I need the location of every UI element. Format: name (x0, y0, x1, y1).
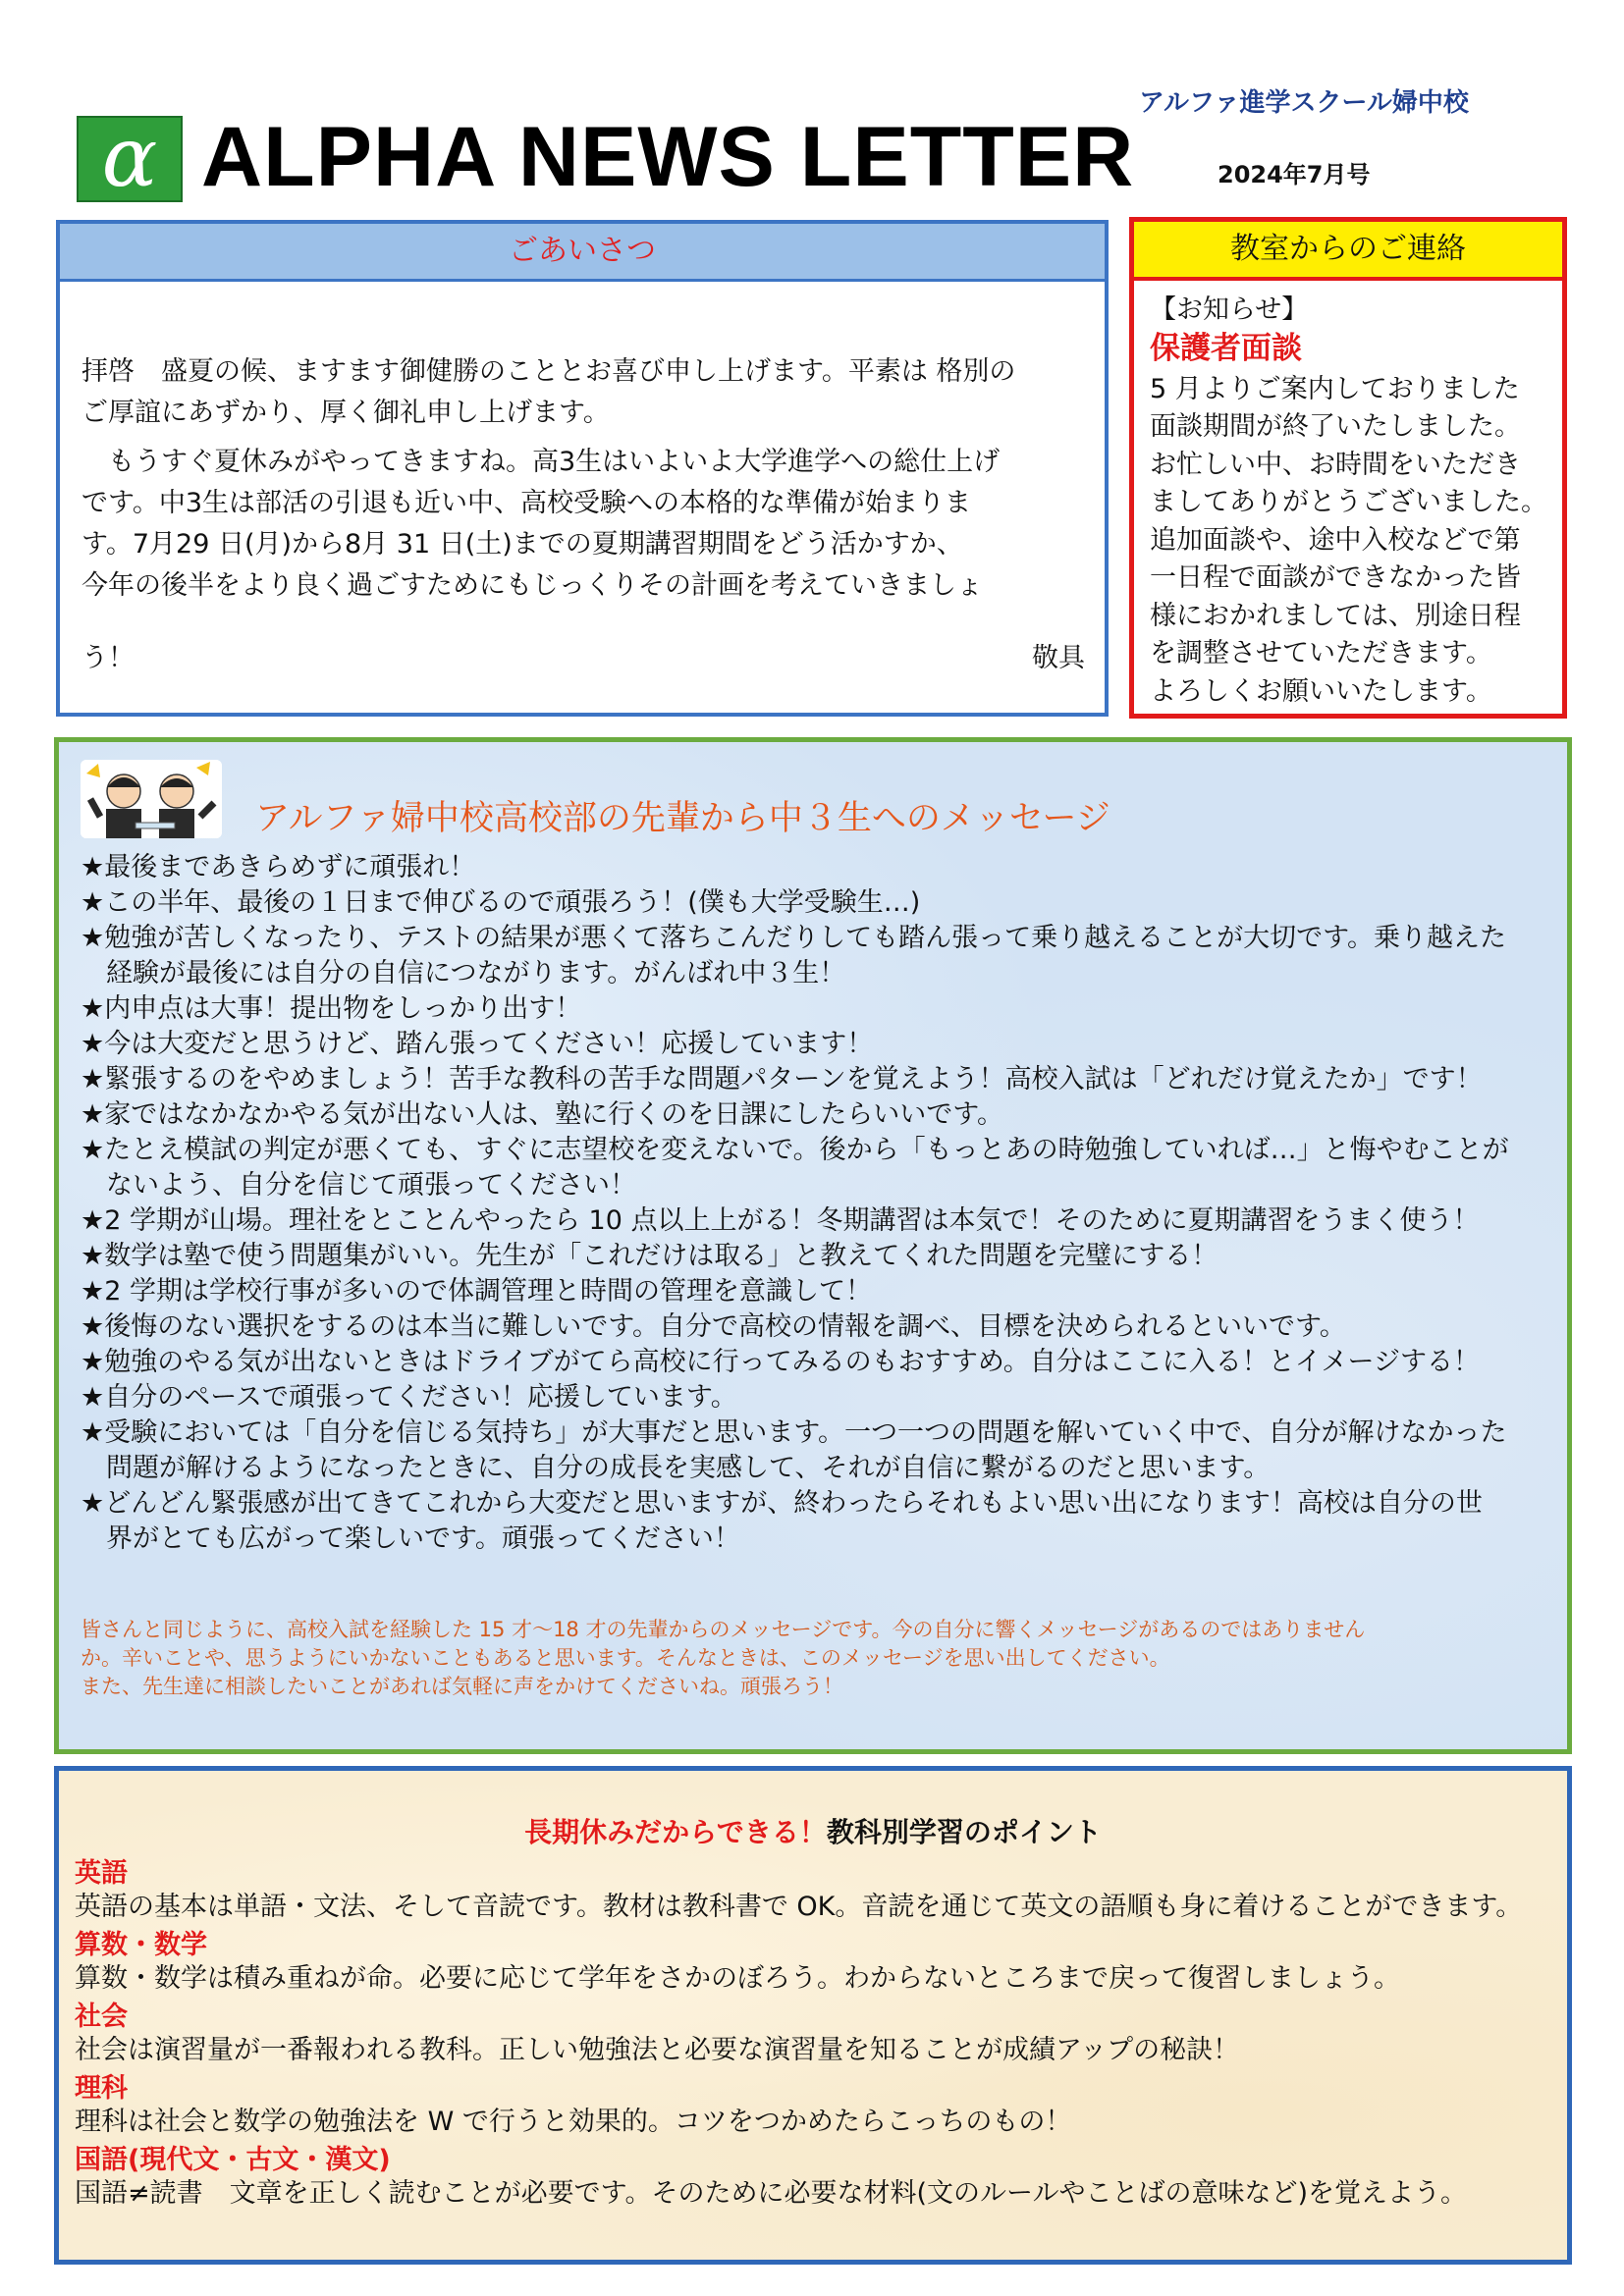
message-line: ★内申点は大事！提出物をしっかり出す！ (81, 993, 582, 1024)
notice-tag: 【お知らせ】 (1150, 294, 1309, 325)
greeting-line: ご厚誼にあずかり、厚く御礼申し上げます。 (81, 398, 610, 428)
study-title-highlight: 長期休みだからできる！ (524, 1816, 827, 1848)
greeting-line: う！ (81, 643, 135, 673)
notice-line: 追加面談や、途中入校などで第 (1150, 525, 1521, 556)
subject-name: 算数・数学 (75, 1930, 207, 1960)
greeting-line: もうすぐ夏休みがやってきますね。高3生はいよいよ大学進学への総仕上げ (81, 447, 1001, 477)
message-line: ★たとえ模試の判定が悪くても、すぐに志望校を変えないで。後から「もっとあの時勉強していれば…」と悔やむことが (81, 1135, 1509, 1165)
message-line: ★2 学期は学校行事が多いので体調管理と時間の管理を意識して！ (81, 1276, 872, 1307)
message-line: ★今は大変だと思うけど、踏ん張ってください！応援しています！ (81, 1029, 874, 1059)
message-line: ★緊張するのをやめましょう！苦手な教科の苦手な問題パターンを覚えよう！高校入試は「どれだけ覚えたか」です！ (81, 1064, 1483, 1095)
senior-messages-section (54, 737, 1572, 1754)
message-line: 問題が解けるようになったときに、自分の成長を実感して、それが自信に繋がるのだと思います。 (106, 1453, 1271, 1483)
greeting-closing: 敬具 (1032, 643, 1085, 673)
message-line: ★2 学期が山場。理社をとことんやったら 10 点以上上がる！冬期講習は本気で！そのために夏期講習をうまく使う！ (81, 1205, 1480, 1236)
notice-line: 様におかれましては、別途日程 (1150, 601, 1521, 631)
message-line: ★数学は塾で使う問題集がいい。先生が「これだけは取る」と教えてくれた問題を完璧にする！ (81, 1241, 1218, 1271)
notice-line: 5 月よりご案内しておりました (1150, 374, 1520, 404)
study-title (59, 1814, 1567, 1851)
school-name: アルファ進学スクール婦中校 (1139, 88, 1469, 118)
study-points-section (54, 1766, 1572, 2265)
subject-text: 社会は演習量が一番報われる教科。正しい勉強法と必要な演習量を知ることが成績アップの秘訣！ (75, 2035, 1240, 2065)
greeting-section (56, 220, 1109, 717)
greeting-heading: ごあいさつ (60, 224, 1105, 282)
message-line: ★受験においては「自分を信じる気持ち」が大事だと思います。一つ一つの問題を解いていく中で、自分が解けなかった (81, 1417, 1507, 1448)
notice-line: ましてありがとうございました。 (1150, 487, 1547, 517)
students-illustration (81, 760, 222, 838)
messages-note-line: 皆さんと同じように、高校入試を経験した 15 才～18 才の先輩からのメッセージです。今の自分に響くメッセージがあるのではありません (81, 1618, 1366, 1641)
message-line: ★この半年、最後の１日まで伸びるので頑張ろう！(僕も大学受験生…) (81, 887, 921, 918)
message-line: 経験が最後には自分の自信につながります。がんばれ中３生！ (106, 958, 846, 988)
notice-subject: 保護者面談 (1150, 331, 1302, 366)
notice-line: 一日程で面談ができなかった皆 (1150, 562, 1521, 593)
alpha-logo-glyph: α (101, 109, 158, 205)
message-line: ★どんどん緊張感が出てきてこれから大変だと思いますが、終わったらそれもよい思い出になります！高校は自分の世 (81, 1488, 1483, 1519)
subject-text: 英語の基本は単語・文法、そして音読です。教材は教科書で OK。音読を通じて英文の語順も身に着けることができます。 (75, 1892, 1523, 1922)
greeting-line: 拝啓 盛夏の候、ますます御健勝のこととお喜び申し上げます。平素は 格別の (81, 356, 1016, 387)
greeting-line: です。中3生は部活の引退も近い中、高校受験への本格的な準備が始まりま (81, 488, 972, 518)
subject-text: 算数・数学は積み重ねが命。必要に応じて学年をさかのぼろう。わからないところまで戻って復習しましょう。 (75, 1963, 1400, 1994)
message-line: ないよう、自分を信じて頑張ってください！ (106, 1170, 636, 1201)
subject-text: 国語≠読書 文章を正しく読むことが必要です。そのために必要な材料(文のルールやことばの意味など)を覚えよう。 (75, 2178, 1467, 2209)
greeting-line: す。7月29 日(月)から8月 31 日(土)までの夏期講習期間をどう活かすか、 (81, 529, 963, 560)
subject-name: 英語 (75, 1858, 128, 1889)
messages-note-line: か。辛いことや、思うようにいかないこともあると思います。そんなときは、このメッセージを思い出してください。 (81, 1646, 1170, 1670)
newsletter-title: ALPHA NEWS LETTER (201, 110, 1135, 204)
notice-line: よろしくお願いいたします。 (1150, 676, 1492, 707)
notice-line: 面談期間が終了いたしました。 (1150, 411, 1521, 442)
alpha-logo (77, 109, 183, 205)
message-line: ★勉強が苦しくなったり、テストの結果が悪くて落ちこんだりしても踏ん張って乗り越えることが大切です。乗り越えた (81, 923, 1506, 953)
subject-text: 理科は社会と数学の勉強法を W で行うと効果的。コツをつかめたらこっちのもの！ (75, 2107, 1072, 2137)
issue-date: 2024年7月号 (1218, 161, 1371, 188)
notice-line: お忙しい中、お時間をいただき (1150, 450, 1521, 480)
notice-line: を調整させていただきます。 (1150, 638, 1492, 668)
notice-heading: 教室からのご連絡 (1134, 222, 1562, 281)
subject-name: 国語(現代文・古文・漢文) (75, 2145, 391, 2175)
message-line: ★自分のペースで頑張ってください！応援しています。 (81, 1382, 737, 1413)
messages-note-line: また、先生達に相談したいことがあれば気軽に声をかけてくださいね。頑張ろう！ (81, 1675, 843, 1698)
study-title-main: 教科別学習のポイント (826, 1816, 1102, 1848)
message-line: ★最後まであきらめずに頑張れ！ (81, 852, 476, 882)
subject-name: 社会 (75, 2002, 128, 2032)
subject-name: 理科 (75, 2073, 128, 2104)
message-line: 界がとても広がって楽しいです。頑張ってください！ (106, 1523, 740, 1554)
message-line: ★勉強のやる気が出ないときはドライブがてら高校に行ってみるのもおすすめ。自分はここに入る！とイメージする！ (81, 1347, 1480, 1377)
message-line: ★家ではなかなかやる気が出ない人は、塾に行くのを日課にしたらいいです。 (81, 1099, 1004, 1130)
messages-title: アルファ婦中校高校部の先輩から中３生へのメッセージ (255, 799, 1110, 838)
students-illustration-icon (81, 760, 222, 838)
notice-section (1129, 217, 1567, 719)
greeting-line: 今年の後半をより良く過ごすためにもじっくりその計画を考えていきましょ (81, 570, 983, 601)
message-line: ★後悔のない選択をするのは本当に難しいです。自分で高校の情報を調べ、目標を決められるといいです。 (81, 1311, 1346, 1342)
